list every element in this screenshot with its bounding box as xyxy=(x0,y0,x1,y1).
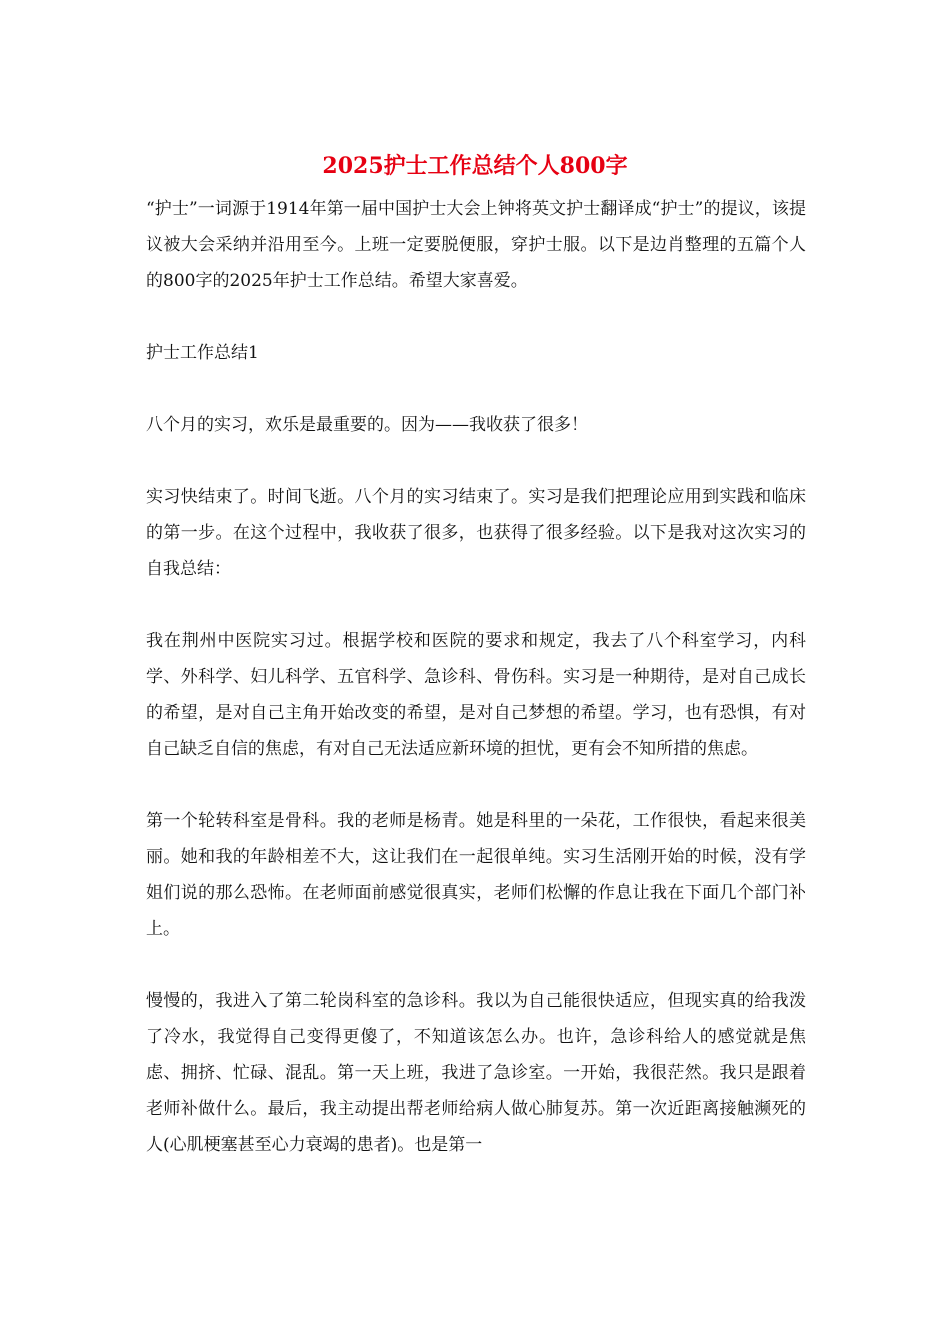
body-paragraph: 实习快结束了。时间飞逝。八个月的实习结束了。实习是我们把理论应用到实践和临床的第一步。在这个过程中，我收获了很多，也获得了很多经验。以下是我对这次实习的自我总结： xyxy=(146,487,806,579)
intro-paragraph: “护士”一词源于1914年第一届中国护士大会上钟将英文护士翻译成“护士”的提议，该提议被大会采纳并沿用至今。上班一定要脱便服，穿护士服。以下是边肖整理的五篇个人的800字的2025年护士工作总结。希望大家喜爱。 xyxy=(146,199,806,291)
document-body xyxy=(146,191,806,1163)
document-title: 2025护士工作总结个人800字 xyxy=(322,153,628,179)
body-paragraph: 慢慢的，我进入了第二轮岗科室的急诊科。我以为自己能很快适应，但现实真的给我泼了冷水，我觉得自己变得更傻了，不知道该怎么办。也许，急诊科给人的感觉就是焦虑、拥挤、忙碌、混乱。第一天上班，我进了急诊室。一开始，我很茫然。我只是跟着老师补做什么。最后，我主动提出帮老师给病人做心肺复苏。第一次近距离接触濒死的人(心肌梗塞甚至心力衰竭的患者)。也是第一 xyxy=(146,991,806,1155)
body-paragraph: 我在荆州中医院实习过。根据学校和医院的要求和规定，我去了八个科室学习，内科学、外科学、妇儿科学、五官科学、急诊科、骨伤科。实习是一种期待，是对自己成长的希望，是对自己主角开始改变的希望，是对自己梦想的希望。学习，也有恐惧，有对自己缺乏自信的焦虑，有对自己无法适应新环境的担忧，更有会不知所措的焦虑。 xyxy=(146,631,806,759)
body-paragraph: 第一个轮转科室是骨科。我的老师是杨青。她是科里的一朵花，工作很快，看起来很美丽。她和我的年龄相差不大，这让我们在一起很单纯。实习生活刚开始的时候，没有学姐们说的那么恐怖。在老师面前感觉很真实，老师们松懈的作息让我在下面几个部门补上。 xyxy=(146,811,806,939)
body-paragraph: 八个月的实习，欢乐是最重要的。因为——我收获了很多！ xyxy=(146,415,588,435)
section-heading: 护士工作总结1 xyxy=(146,343,259,363)
